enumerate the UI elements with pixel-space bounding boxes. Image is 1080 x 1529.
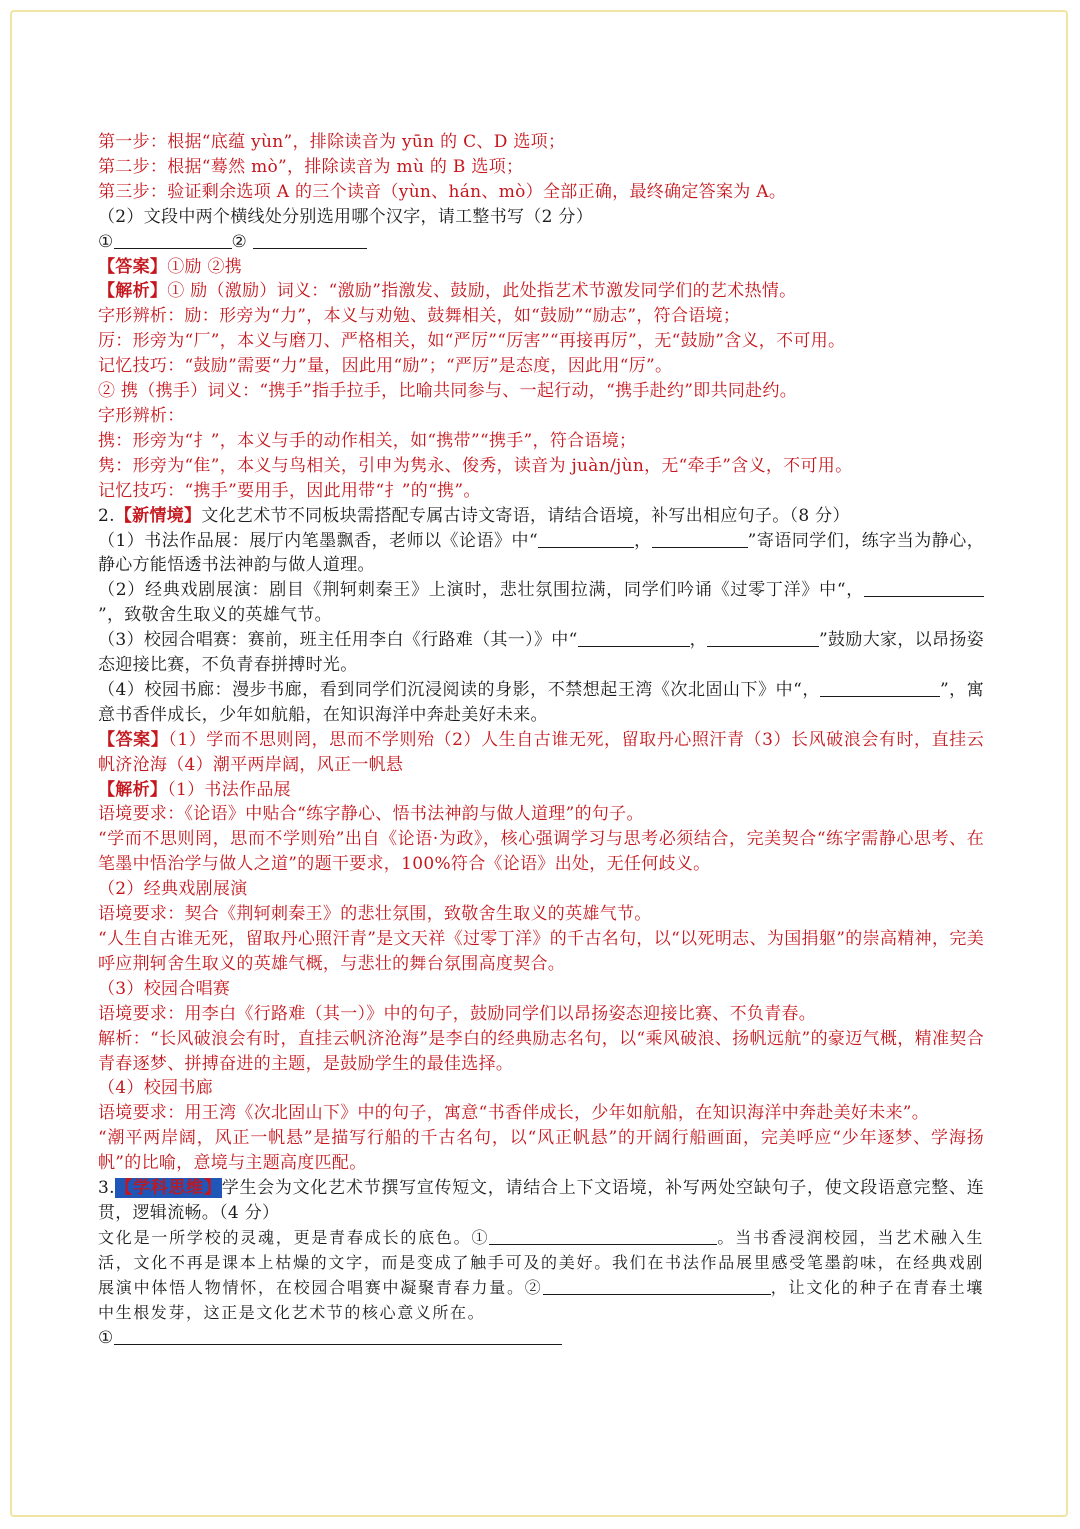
explain-1: “学而不思则罔，思而不学则殆”出自《论语·为政》，核心强调学习与思考必须结合，完美契合“练字需静心思考、在笔墨中悟治学与做人之道”的题干要求，100%符合《论语》出处，无任何歧义。 xyxy=(98,829,984,875)
glyph-analysis-li: 字形辨析：励：形旁为“力”，本义与劝勉、鼓舞相关，如“鼓励”“励志”，符合语境； xyxy=(98,306,741,327)
memory-tip-1: 记忆技巧：“鼓励”需要“力”量，因此用“励”；“严厉”是态度，因此用“厉”。 xyxy=(98,356,673,377)
glyph-analysis-li2: 厉：形旁为“厂”，本义与磨刀、严格相关，如“严厉”“厉害”“再接再厉”，无“鼓励”含义，不可用。 xyxy=(98,331,846,352)
fill-blank[interactable] xyxy=(707,629,819,647)
analysis-1: 【解析】① 励（激励）词义：“激励”指激发、鼓励，此处指艺术节激发同学们的艺术热情。 xyxy=(98,281,797,302)
question-2-part-4: （4）校园书廊：漫步书廊，看到同学们沉浸阅读的身影，不禁想起王湾《次北固山下》中“， ”，寓意书香伴成长，少年如航船，在知识海洋中奔赴美好未来。 xyxy=(98,679,984,725)
answer-blank-1[interactable] xyxy=(114,231,232,249)
step-3: 第三步：验证剩余选项 A 的三个读音（yùn、hán、mò）全部正确，最终确定答案为 A。 xyxy=(98,181,787,202)
answer-2: 【答案】（1）学而不思则罔，思而不学则殆（2）人生自古谁无死，留取丹心照汗青（3）长风破浪会有时，直挂云帆济沧海（4）潮平两岸阔，风正一帆悬 xyxy=(98,729,984,775)
passage: 文化是一所学校的灵魂，更是青春成长的底色。① 。当书香浸润校园，当艺术融入生活，文化不再是课本上枯燥的文字，而是变成了触手可及的美好。我们在书法作品展里感受笔墨韵味，在经典戏剧展演中体悟人物情怀，在校园合唱赛中凝聚青春力量。② ，让文化的种子在青春土壤中生根发芽，这正是文化艺术节的核心意义所在。 xyxy=(98,1227,984,1322)
sub-heading-3: （3）校园合唱赛 xyxy=(98,978,231,999)
question-3-heading: 3.【学科思维】学生会为文化艺术节撰写宣传短文，请结合上下文语境，补写两处空缺句子，使文段语意完整、连贯，逻辑流畅。（4 分） xyxy=(98,1178,984,1223)
answer-1: 【答案】①励 ②携 xyxy=(98,256,243,277)
explain-2: “人生自古谁无死，留取丹心照汗青”是文天祥《过零丁洋》的千古名句，以“以死明志、为国捐躯”的崇高精神，完美呼应荆轲舍生取义的英雄气概，与悲壮的舞台氛围高度契合。 xyxy=(98,929,984,974)
context-req-4: 语境要求：用王湾《次北固山下》中的句子，寓意“书香伴成长，少年如航船，在知识海洋中奔赴美好未来”。 xyxy=(98,1103,930,1124)
passage-blank-1[interactable] xyxy=(489,1227,717,1245)
glyph-analysis-juan: 隽：形旁为“隹”，本义与鸟相关，引申为隽永、俊秀，读音为 juàn/jùn，无“牵手”含义，不可用。 xyxy=(98,455,853,476)
fill-blank[interactable] xyxy=(578,629,690,647)
step-2: 第二步：根据“蓦然 mò”，排除读音为 mù 的 B 选项； xyxy=(98,156,524,177)
question-2-heading: 2.【新情境】文化艺术节不同板块需搭配专属古诗文寄语，请结合语境，补写出相应句子。（8 分） xyxy=(98,505,850,526)
sub-heading-2: （2）经典戏剧展演 xyxy=(98,879,248,900)
fill-blank[interactable] xyxy=(864,579,984,597)
memory-tip-2: 记忆技巧：“携手”要用手，因此用带“扌”的“携”。 xyxy=(98,480,481,501)
fill-blank[interactable] xyxy=(538,530,634,548)
answer-line: ① xyxy=(98,1326,984,1351)
context-req-3: 语境要求：用李白《行路难（其一）》中的句子，鼓励同学们以昂扬姿态迎接比赛、不负青春。 xyxy=(98,1003,817,1024)
question-2-2: （2）文段中两个横线处分别选用哪个汉字，请工整书写（2 分） xyxy=(98,206,594,227)
answer-blanks-line: ① ② xyxy=(98,230,984,255)
question-2-part-3: （3）校园合唱赛：赛前，班主任用李白《行路难（其一）》中“ ， ”鼓励大家，以昂扬姿态迎接比赛，不负青春拼搏时光。 xyxy=(98,630,984,676)
passage-blank-2[interactable] xyxy=(543,1277,771,1295)
explain-4: “潮平两岸阔，风正一帆悬”是描写行船的千古名句，以“风正帆悬”的开阔行船画面，完美呼应“少年逐梦、学海扬帆”的比喻，意境与主题高度匹配。 xyxy=(98,1128,984,1174)
fill-blank[interactable] xyxy=(652,530,748,548)
fill-blank[interactable] xyxy=(820,679,940,697)
document-body xyxy=(98,130,984,1350)
glyph-analysis-label: 字形辨析： xyxy=(98,405,185,426)
step-1: 第一步：根据“底蕴 yùn”，排除读音为 yūn 的 C、D 选项； xyxy=(98,132,566,152)
explain-3: 解析：“长风破浪会有时，直挂云帆济沧海”是李白的经典励志名句，以“乘风破浪、扬帆远航”的豪迈气概，精准契合青春逐梦、拼搏奋进的主题，是鼓励学生的最佳选择。 xyxy=(98,1028,984,1074)
context-req-2: 语境要求：契合《荆轲刺秦王》的悲壮氛围，致敬舍生取义的英雄气节。 xyxy=(98,904,652,925)
sub-heading-4: （4）校园书廊 xyxy=(98,1078,213,1099)
question-2-part-1: （1）书法作品展：展厅内笔墨飘香，老师以《论语》中“ ， ”寄语同学们，练字当为静心，静心方能悟透书法神韵与做人道理。 xyxy=(98,530,984,576)
answer-line-blank[interactable] xyxy=(114,1327,562,1345)
glyph-analysis-xie: 携：形旁为“扌”，本义与手的动作相关，如“携带”“携手”，符合语境； xyxy=(98,430,637,451)
analysis-2: 【解析】（1）书法作品展 xyxy=(98,779,291,800)
analysis-xie: ② 携（携手）词义：“携手”指手拉手，比喻共同参与、一起行动，“携手赴约”即共同赴约。 xyxy=(98,381,798,402)
context-req-1: 语境要求：《论语》中贴合“练字静心、悟书法神韵与做人道理”的句子。 xyxy=(98,804,644,825)
question-2-part-2: （2）经典戏剧展演：剧目《荆轲刺秦王》上演时，悲壮氛围拉满，同学们吟诵《过零丁洋》中“，”，致敬舍生取义的英雄气节。 xyxy=(98,578,984,628)
answer-blank-2[interactable] xyxy=(253,231,367,249)
